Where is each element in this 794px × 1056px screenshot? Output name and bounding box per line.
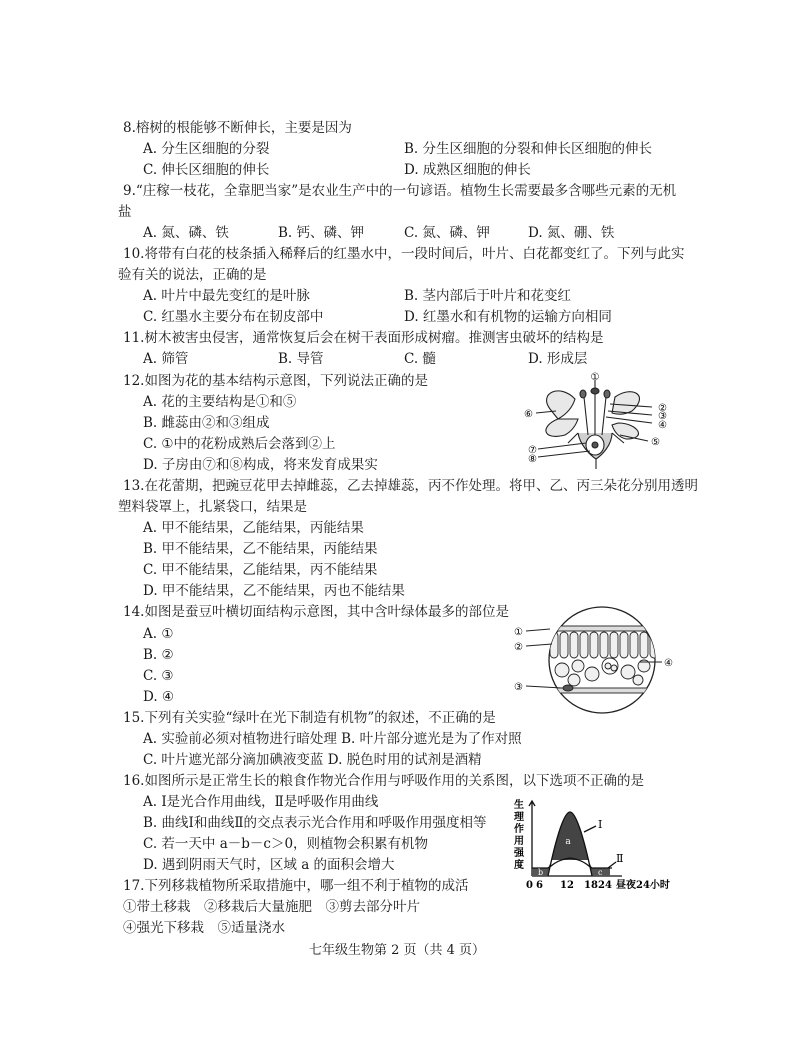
q10-option-a: A. 叶片中最先变红的是叶脉 (143, 288, 310, 304)
q13-option-c: C. 甲不能结果，乙能结果，丙不能结果 (143, 562, 378, 578)
q12-option-b: B. 雌蕊由②和③组成 (143, 415, 270, 431)
flower-structure-diagram (520, 371, 680, 471)
flower-label-3: ③ (658, 411, 667, 422)
q17-stem: 17.下列移栽植物所采取措施中，哪一组不利于植物的成活 (123, 878, 469, 894)
graph-xtick-0: 0 (526, 880, 533, 890)
q13-stem-line1: 13.在花蕾期，把豌豆花甲去掉雌蕊，乙去掉雄蕊，丙不作处理。将甲、乙、丙三朵花分别用透明 (123, 478, 698, 494)
page-footer: 七年级生物第 2 页（共 4 页） (308, 943, 486, 958)
graph-xtick-12: 12 (560, 880, 574, 890)
graph-ylabel-2: 理 (514, 812, 524, 823)
flower-label-7: ⑦ (528, 445, 537, 456)
q17-choices-line1: ①带土移栽 ②移栽后大量施肥 ③剪去部分叶片 (123, 899, 420, 915)
q13-option-d: D. 甲不能结果，乙不能结果，丙也不能结果 (143, 583, 405, 599)
graph-curve-1-label: Ⅰ (598, 818, 603, 831)
q11-stem: 11.树木被害虫侵害，通常恢复后会在树干表面形成树瘤。推测害虫破坏的结构是 (123, 330, 604, 346)
q17-choices-line2: ④强光下移栽 ⑤适量浇水 (123, 920, 285, 936)
q9-stem-line1: 9.“庄稼一枝花，全靠肥当家”是农业生产中的一句谚语。植物生长需要最多含哪些元素的无机 (123, 183, 677, 199)
q14-option-b: B. ② (143, 647, 174, 663)
q9-stem-line2: 盐 (118, 204, 132, 220)
flower-label-4: ④ (658, 420, 667, 431)
graph-xtick-6: 6 (536, 880, 543, 890)
q16-option-b: B. 曲线Ⅰ和曲线Ⅱ的交点表示光合作用和呼吸作用强度相等 (143, 815, 487, 831)
q16-option-c: C. 若一天中 a－b－c＞0，则植物会积累有机物 (143, 836, 429, 852)
q16-stem: 16.如图所示是正常生长的粮食作物光合作用与呼吸作用的关系图，以下选项不正确的是 (123, 773, 644, 789)
q15-stem: 15.下列有关实验“绿叶在光下制造有机物”的叙述，不正确的是 (123, 710, 496, 726)
flower-label-6: ⑥ (524, 409, 533, 420)
q11-option-d: D. 形成层 (528, 351, 588, 367)
q8-option-c: C. 伸长区细胞的伸长 (143, 162, 270, 178)
q13-option-b: B. 甲不能结果，乙不能结果，丙能结果 (143, 541, 378, 557)
q11-option-b: B. 导管 (278, 351, 324, 367)
q15-options-ab: A. 实验前必须对植物进行暗处理 B. 叶片部分遮光是为了作对照 (143, 731, 522, 747)
graph-area-a-label: a (565, 837, 571, 847)
q9-option-b: B. 钙、磷、钾 (278, 225, 365, 241)
leaf-label-4: ④ (664, 658, 673, 669)
q16-option-d: D. 遇到阴雨天气时，区域 a 的面积会增大 (143, 857, 395, 873)
graph-ylabel-3: 作 (514, 824, 524, 835)
q11-option-a: A. 筛管 (143, 351, 189, 367)
q14-option-c: C. ③ (143, 668, 174, 684)
graph-xtick-24: 24 (598, 880, 612, 890)
q12-option-c: C. ①中的花粉成熟后会落到②上 (143, 436, 336, 452)
graph-area-c-label: c (598, 868, 603, 877)
q13-stem-line2: 塑料袋罩上，扎紧袋口，结果是 (118, 499, 307, 515)
q14-option-a: A. ① (143, 626, 174, 642)
q10-stem-line1: 10.将带有白花的枝条插入稀释后的红墨水中，一段时间后，叶片、白花都变红了。下列与此实 (123, 246, 685, 262)
graph-xtick-18: 18 (584, 880, 598, 890)
q10-option-b: B. 茎内部后于叶片和花变红 (404, 288, 572, 304)
q8-option-d: D. 成熟区细胞的伸长 (404, 162, 531, 178)
q13-option-a: A. 甲不能结果，乙能结果，丙能结果 (143, 520, 364, 536)
flower-label-5: ⑤ (651, 437, 660, 448)
q15-options-cd: C. 叶片遮光部分滴加碘液变蓝 D. 脱色时用的试剂是酒精 (143, 752, 482, 768)
photosynthesis-respiration-graph (512, 798, 672, 890)
q12-option-d: D. 子房由⑦和⑧构成，将来发育成果实 (143, 457, 378, 473)
q12-stem: 12.如图为花的基本结构示意图，下列说法正确的是 (123, 373, 428, 389)
q10-option-d: D. 红墨水和有机物的运输方向相同 (404, 309, 612, 325)
flower-label-1: ① (590, 372, 600, 383)
q9-option-a: A. 氮、磷、铁 (143, 225, 229, 241)
q8-option-a: A. 分生区细胞的分裂 (143, 141, 270, 157)
graph-ylabel-4: 用 (514, 836, 524, 847)
q8-stem: 8.榕树的根能够不断伸长，主要是因为 (123, 120, 352, 136)
q8-option-b: B. 分生区细胞的分裂和伸长区细胞的伸长 (404, 141, 653, 157)
q9-option-c: C. 氮、磷、钾 (404, 225, 490, 241)
q10-option-c: C. 红墨水主要分布在韧皮部中 (143, 309, 324, 325)
graph-ylabel-5: 强 (514, 848, 524, 859)
q10-stem-line2: 验有关的说法，正确的是 (118, 267, 267, 283)
leaf-cross-section-diagram (512, 604, 682, 716)
graph-area-b-label: b (538, 868, 544, 877)
leaf-label-3: ③ (514, 682, 523, 693)
leaf-label-2: ② (514, 642, 523, 653)
graph-curve-2-label: Ⅱ (616, 852, 624, 865)
q16-option-a: A. Ⅰ是光合作用曲线，Ⅱ是呼吸作用曲线 (143, 794, 379, 810)
flower-label-8: ⑧ (528, 454, 537, 465)
q14-option-d: D. ④ (143, 689, 175, 705)
graph-ylabel-1: 生 (514, 800, 524, 811)
graph-xlabel: 昼夜24小时 (616, 880, 670, 890)
graph-ylabel-6: 度 (514, 860, 524, 871)
leaf-label-1: ① (514, 627, 523, 638)
q14-stem: 14.如图是蚕豆叶横切面结构示意图，其中含叶绿体最多的部位是 (123, 604, 509, 620)
q12-option-a: A. 花的主要结构是①和⑤ (143, 394, 297, 410)
q9-option-d: D. 氮、硼、铁 (528, 225, 615, 241)
flower-label-2: ② (658, 403, 667, 414)
q11-option-c: C. 髓 (404, 351, 436, 367)
